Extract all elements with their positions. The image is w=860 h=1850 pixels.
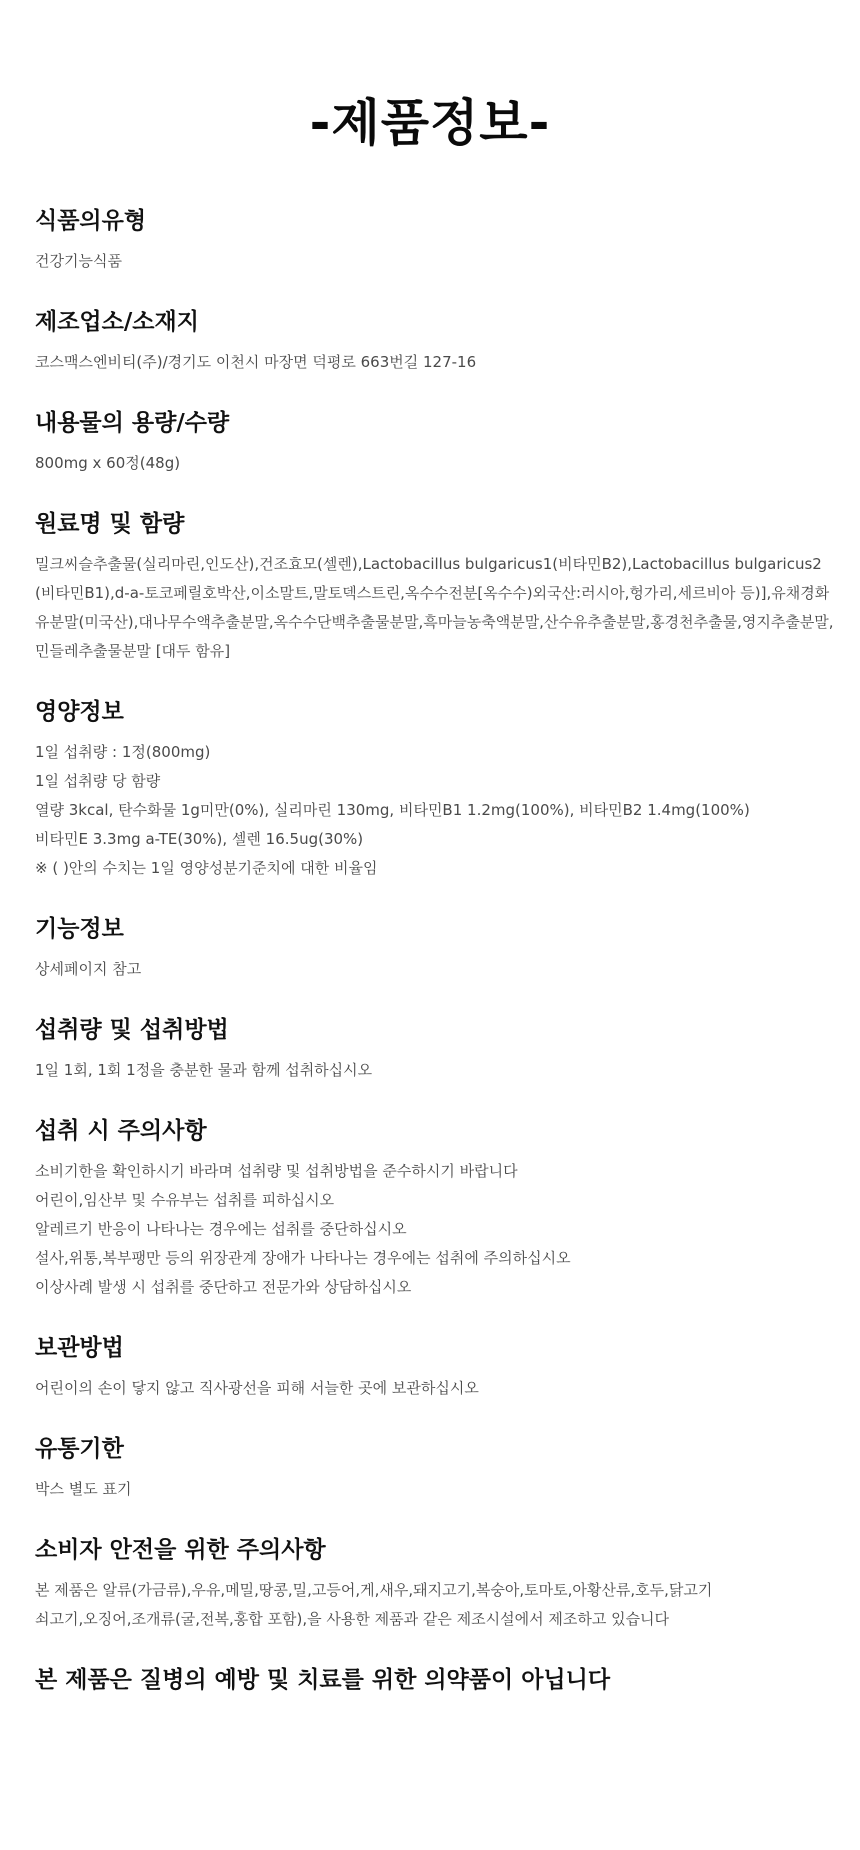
section-intake-precautions	[35, 1115, 835, 1302]
section-volume	[35, 407, 835, 478]
section-nutrition	[35, 696, 835, 883]
section-line: ※ ( )안의 수치는 1일 영양성분기준치에 대한 비율임	[35, 859, 378, 877]
section-title: 기능정보	[35, 916, 124, 942]
section-line: 건강기능식품	[35, 252, 122, 270]
section-body	[35, 348, 835, 377]
section-line: 코스맥스엔비티(주)/경기도 이천시 마장면 덕평로 663번길 127-16	[35, 353, 477, 371]
section-line: 이상사례 발생 시 섭취를 중단하고 전문가와 상담하십시오	[35, 1278, 412, 1296]
section-line: 비타민E 3.3mg a-TE(30%), 셀렌 16.5ug(30%)	[35, 830, 364, 848]
section-line: 열량 3kcal, 탄수화물 1g미만(0%), 실리마린 130mg, 비타민B1 1.2mg(100%), 비타민B2 1.4mg(100%)	[35, 801, 750, 819]
section-body	[35, 1475, 835, 1504]
ingredients-paragraph: 밀크씨슬추출물(실리마린,인도산),건조효모(셀렌),Lactobacillus bulgaricus1(비타민B2),Lactobacillus bulgaricus2(비타민B1),d-a-토코페릴호박산,이소말트,말토덱스트린,옥수수전분[옥수수)외국산:러시아,헝가리,세르비아 등)],유채경화유분말(미국산),대나무수액추출분말,옥수수단백추출물분말,흑마늘농축액분말,산수유추출분말,홍경천추출물,영지추출분말,민들레추출물분말 [대두 함유]	[35, 555, 834, 660]
section-title: 섭취 시 주의사항	[35, 1118, 207, 1144]
section-ingredients	[35, 508, 835, 666]
section-title: 유통기한	[35, 1436, 124, 1462]
section-title: 식품의유형	[35, 208, 147, 234]
section-line: 어린이,임산부 및 수유부는 섭취를 피하십시오	[35, 1191, 335, 1209]
section-body	[35, 738, 835, 883]
section-line: 어린이의 손이 닿지 않고 직사광선을 피해 서늘한 곳에 보관하십시오	[35, 1379, 479, 1397]
section-body	[35, 247, 835, 276]
section-body	[35, 1374, 835, 1403]
section-line: 본 제품은 알류(가금류),우유,메밀,땅콩,밀,고등어,게,새우,돼지고기,복숭아,토마토,아황산류,호두,닭고기	[35, 1581, 713, 1599]
section-line: 1일 섭취량 : 1정(800mg)	[35, 743, 211, 761]
section-body	[35, 955, 835, 984]
section-body	[35, 1576, 835, 1634]
section-manufacturer	[35, 306, 835, 377]
section-line: 알레르기 반응이 나타나는 경우에는 섭취를 중단하십시오	[35, 1220, 407, 1238]
section-title: 소비자 안전을 위한 주의사항	[35, 1537, 326, 1563]
section-consumer-safety	[35, 1534, 835, 1634]
section-title: 영양정보	[35, 699, 124, 725]
section-body	[35, 449, 835, 478]
section-line: 800mg x 60정(48g)	[35, 454, 181, 472]
section-line: 설사,위통,복부팽만 등의 위장관계 장애가 나타나는 경우에는 섭취에 주의하십시오	[35, 1249, 571, 1267]
section-title: 제조업소/소재지	[35, 309, 199, 335]
section-title: 원료명 및 함량	[35, 511, 185, 537]
section-line: 쇠고기,오징어,조개류(굴,전복,홍합 포함),을 사용한 제품과 같은 제조시설에서 제조하고 있습니다	[35, 1610, 670, 1628]
section-expiry	[35, 1433, 835, 1504]
section-line: 상세페이지 참고	[35, 960, 142, 978]
section-title: 보관방법	[35, 1335, 124, 1361]
section-storage	[35, 1332, 835, 1403]
section-title: 섭취량 및 섭취방법	[35, 1017, 229, 1043]
product-info-content	[35, 205, 835, 1696]
section-line: 박스 별도 표기	[35, 1480, 132, 1498]
section-food-type	[35, 205, 835, 276]
section-line: 1일 섭취량 당 함량	[35, 772, 161, 790]
section-line: 1일 1회, 1회 1정을 충분한 물과 함께 섭취하십시오	[35, 1061, 373, 1079]
section-line: 소비기한을 확인하시기 바라며 섭취량 및 섭취방법을 준수하시기 바랍니다	[35, 1162, 518, 1180]
section-function	[35, 913, 835, 984]
page-title: -제품정보-	[309, 94, 551, 152]
medical-disclaimer: 본 제품은 질병의 예방 및 치료를 위한 의약품이 아닙니다	[35, 1667, 611, 1693]
section-body	[35, 1056, 835, 1085]
section-body	[35, 1157, 835, 1302]
section-intake-method	[35, 1014, 835, 1085]
section-title: 내용물의 용량/수량	[35, 410, 230, 436]
